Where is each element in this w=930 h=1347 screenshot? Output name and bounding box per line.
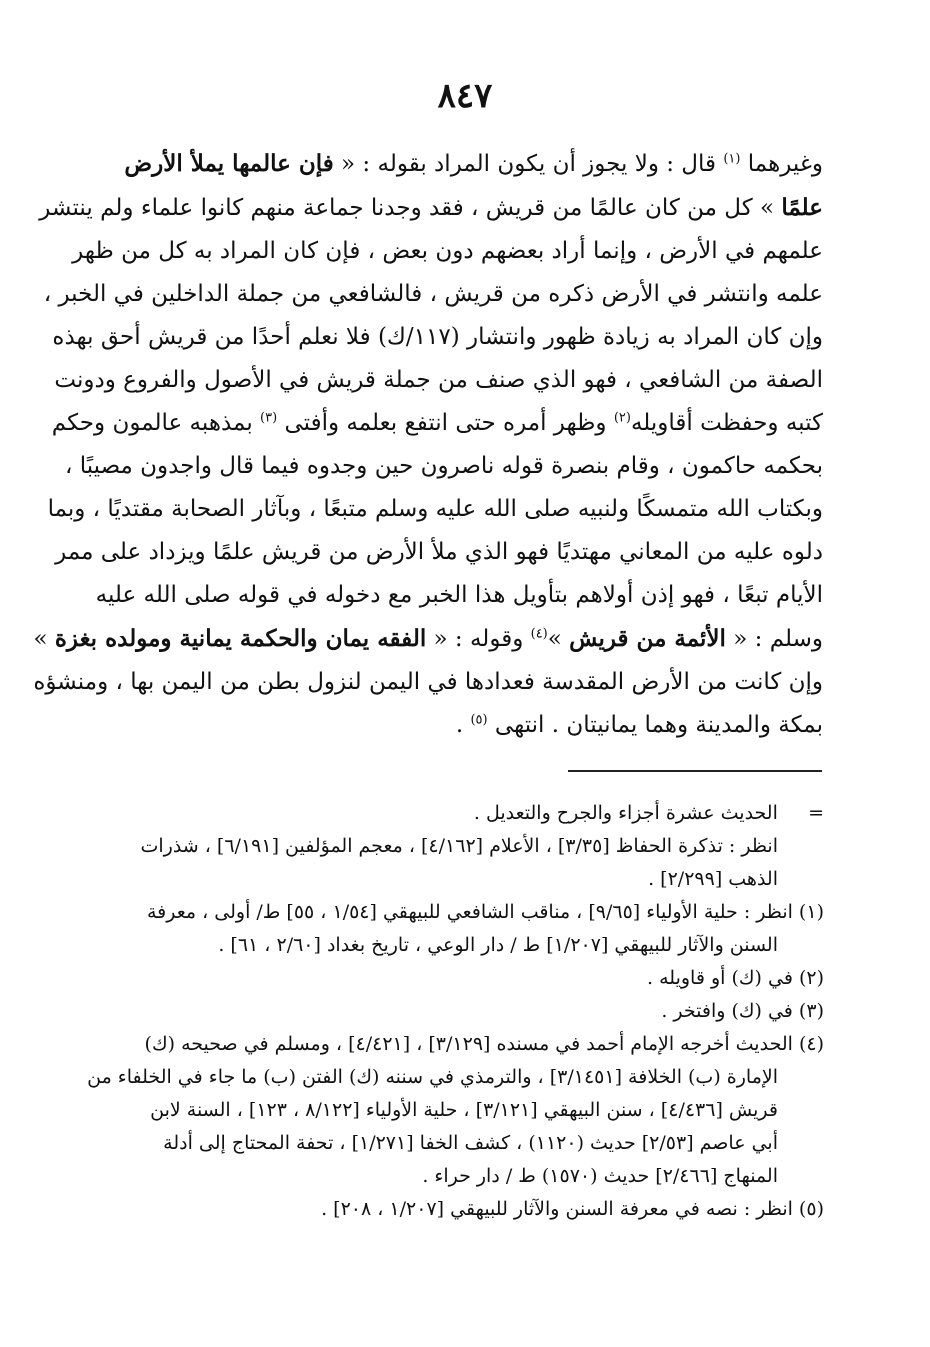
text-run: قال : ولا يجوز أن يكون المراد بقوله : « xyxy=(341,151,717,177)
footnote-5: (٥) انظر : نصه في معرفة السنن والآثار للبيهقي [١/٢٠٧ ، ٢٠٨] . xyxy=(321,1198,824,1220)
footnote-line: الإمارة (ب) الخلافة [٣/١٤٥١] ، والترمذي في سننه (ك) الفتن (ب) ما جاء في الخلفاء من xyxy=(87,1066,778,1088)
footnotes xyxy=(52,797,824,1226)
footnote-line xyxy=(52,797,824,830)
body-line xyxy=(39,186,823,230)
body-line xyxy=(48,704,823,747)
text-run: بمذهبه عالمون وحكم xyxy=(51,410,253,436)
footnote-line: أبي عاصم [٢/٥٣] حديث (١١٢٠) ، كشف الخفا [١/٢٧١] ، تحفة المحتاج إلى أدلة xyxy=(163,1132,778,1154)
text-run: وقوله : « xyxy=(433,626,524,652)
text-run: » xyxy=(33,626,48,652)
text-run: كتبه وحفظت أقاويله xyxy=(630,410,823,436)
text-run: بمكة والمدينة وهما يمانيتان . انتهى xyxy=(494,712,823,738)
footnote-text: الحديث عشرة أجزاء والجرح والتعديل . xyxy=(473,802,778,824)
footnote-line: انظر : تذكرة الحفاظ [٣/٣٥] ، الأعلام [٤/١٦٢] ، معجم المؤلفين [٦/١٩١] ، شذرات xyxy=(140,835,778,857)
body-line: الأيام تبعًا ، فهو إذن أولاهم بتأويل هذا الخبر مع دخوله في قوله صلى الله عليه xyxy=(95,582,823,608)
footnote-3: (٣) في (ك) وافتخر . xyxy=(661,1000,824,1022)
body-line xyxy=(33,617,823,661)
text-run: » كل من كان عالمًا من قريش ، فقد وجدنا جماعة منهم كانوا علماء ولم ينتشر xyxy=(39,195,775,221)
body-line: دلوه عليه من المعاني مهتديًا فهو الذي ملأ الأرض من قريش علمًا ويزداد على ممر xyxy=(55,539,823,565)
footnote-ref: (٣) xyxy=(260,410,278,426)
text-run: » xyxy=(547,626,562,652)
footnote-line: السنن والآثار للبيهقي [١/٢٠٧] ط / دار الوعي ، تاريخ بغداد [٢/٦٠ ، ٦١] . xyxy=(218,934,778,956)
footnote-ref: (١) xyxy=(723,151,741,167)
body-line: وإن كانت من الأرض المقدسة فعدادها في اليمن لنزول بطن من اليمن بها ، ومنشؤه xyxy=(33,669,823,695)
body-line: وإن كان المراد به زيادة ظهور وانتشار (١١٧/ك) فلا نعلم أحدًا من قريش أحق بهذه xyxy=(52,324,823,350)
footnote-ref: (٥) xyxy=(470,712,488,728)
hadith-quote: الفقه يمان والحكمة يمانية ومولده بغزة xyxy=(54,625,427,652)
text-run: وسلم : « xyxy=(733,626,823,652)
body-line xyxy=(48,142,823,186)
continuation-marker: = xyxy=(808,802,824,824)
footnote-ref: (٤) xyxy=(530,626,548,642)
body-line: علمهم في الأرض ، وإنما أراد بعضهم دون بعض ، فإن كان المراد به كل من ظهر xyxy=(72,238,823,264)
footnote-ref: (٢) xyxy=(613,410,631,426)
body-line: الصفة من الشافعي ، فهو الذي صنف من جملة قريش في الأصول والفروع ودونت xyxy=(54,367,823,393)
footnote-4: (٤) الحديث أخرجه الإمام أحمد في مسنده [٣/١٢٩] ، [٤/٤٢١] ، ومسلم في صحيحه (ك) xyxy=(144,1033,824,1055)
text-run: . xyxy=(455,712,464,738)
body-line xyxy=(48,402,823,445)
hadith-quote: الأئمة من قريش xyxy=(569,625,726,652)
text-run: وغيرهما xyxy=(747,151,823,177)
footnote-2: (٢) في (ك) أو قاويله . xyxy=(647,967,824,989)
footnote-1: (١) انظر : حلية الأولياء [٩/٦٥] ، مناقب الشافعي للبيهقي [١/٥٤ ، ٥٥] ط/ أولى ، معرفة xyxy=(146,901,824,923)
body-line: بحكمه حاكمون ، وقام بنصرة قوله ناصرون حين وجدوه فيما قال واجدون مصيبًا ، xyxy=(64,453,823,479)
hadith-quote: فإن عالمها يملأ الأرض xyxy=(124,150,334,177)
main-text xyxy=(33,142,823,747)
footnote-separator xyxy=(568,770,822,772)
footnote-line: المنهاج [٢/٤٦٦] حديث (١٥٧٠) ط / دار حراء . xyxy=(422,1165,778,1187)
footnote-line: قريش [٤/٤٣٦] ، سنن البيهقي [٣/١٢١] ، حلية الأولياء [٨/١٢٢ ، ١٢٣] ، السنة لابن xyxy=(150,1099,778,1121)
body-line: علمه وانتشر في الأرض ذكره من قريش ، فالشافعي من جملة الداخلين في الخبر ، xyxy=(43,281,823,307)
body-line: وبكتاب الله متمسكًا ولنبيه صلى الله عليه وسلم متبعًا ، وبآثار الصحابة مقتديًا ، وبما xyxy=(47,496,823,522)
page-number: ٨٤٧ xyxy=(437,76,493,116)
footnote-line: الذهب [٢/٢٩٩] . xyxy=(648,868,778,890)
text-run: وظهر أمره حتى انتفع بعلمه وأفتى xyxy=(284,410,607,436)
hadith-quote: علمًا xyxy=(781,194,823,221)
